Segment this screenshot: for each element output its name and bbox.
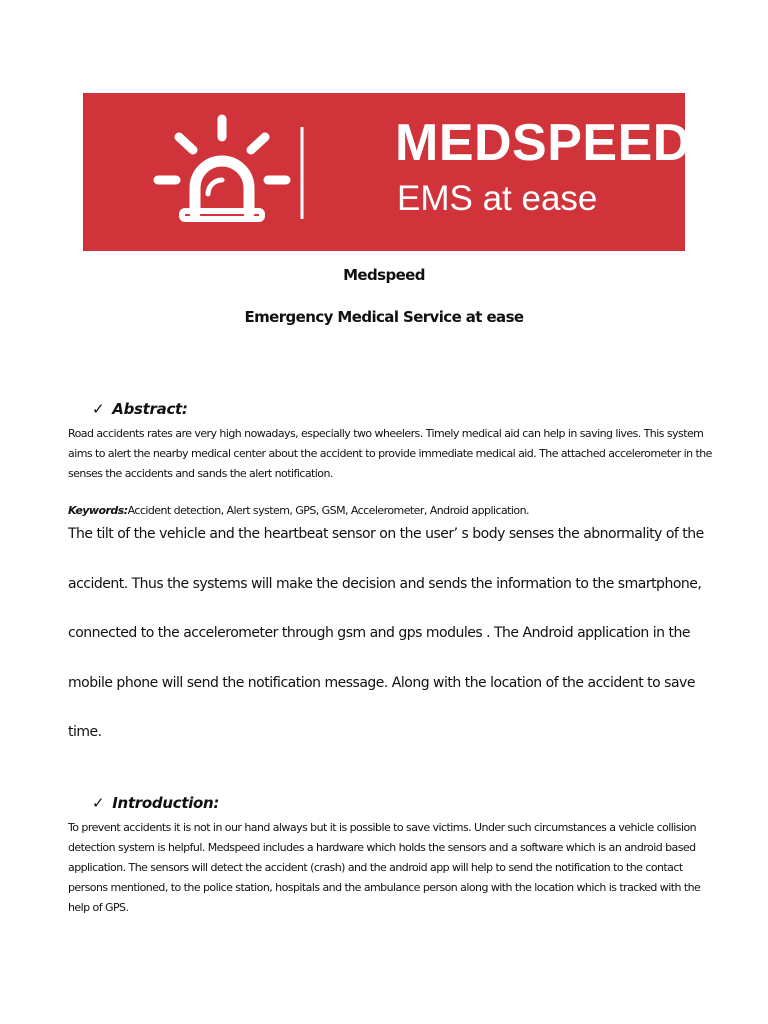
keywords-label: Keywords: [68, 504, 128, 517]
introduction-body: To prevent accidents it is not in our hand always but it is possible to save victims. Under such circumstances a vehicle collision detection system is helpful. Medspeed includes a hardware which holds the sensors and a software which is an android based application. The sensors will detect the accident (crash) and the android app will help to send the notification to the contact persons mentioned, to the police station, hospitals and the ambulance person along with the location which is tracked with the help of GPS. [68, 821, 701, 914]
brand-tagline: EMS at ease [397, 179, 598, 218]
check-icon: ✓ [92, 794, 105, 812]
abstract-heading [92, 400, 188, 418]
abstract-detail: The tilt of the vehicle and the heartbeat sensor on the user’ s body senses the abnormality of the accident. Thus the systems will make the decision and sends the information to the smartphone, connected to the accelerometer through gsm and gps modules . The Android application in the mobile phone will send the notification message. Along with the location of the accident to save time. [68, 526, 704, 740]
logo-banner [83, 93, 691, 251]
document-subtitle: Emergency Medical Service at ease [244, 308, 524, 326]
introduction-heading-text: Introduction: [112, 794, 220, 812]
abstract-heading-text: Abstract: [112, 400, 188, 418]
abstract-body: Road accidents rates are very high nowadays, especially two wheelers. Timely medical aid can help in saving lives. This system aims to alert the nearby medical center about the accident to provide immediate medical aid. The attached accelerometer in the senses the accidents and sands the alert notification. [68, 427, 712, 480]
brand-name: MEDSPEED [395, 114, 691, 172]
document-title: Medspeed [343, 266, 425, 284]
keywords-text: Accident detection, Alert system, GPS, GSM, Accelerometer, Android application. [127, 504, 529, 517]
check-icon: ✓ [92, 400, 105, 418]
introduction-heading [92, 794, 219, 812]
